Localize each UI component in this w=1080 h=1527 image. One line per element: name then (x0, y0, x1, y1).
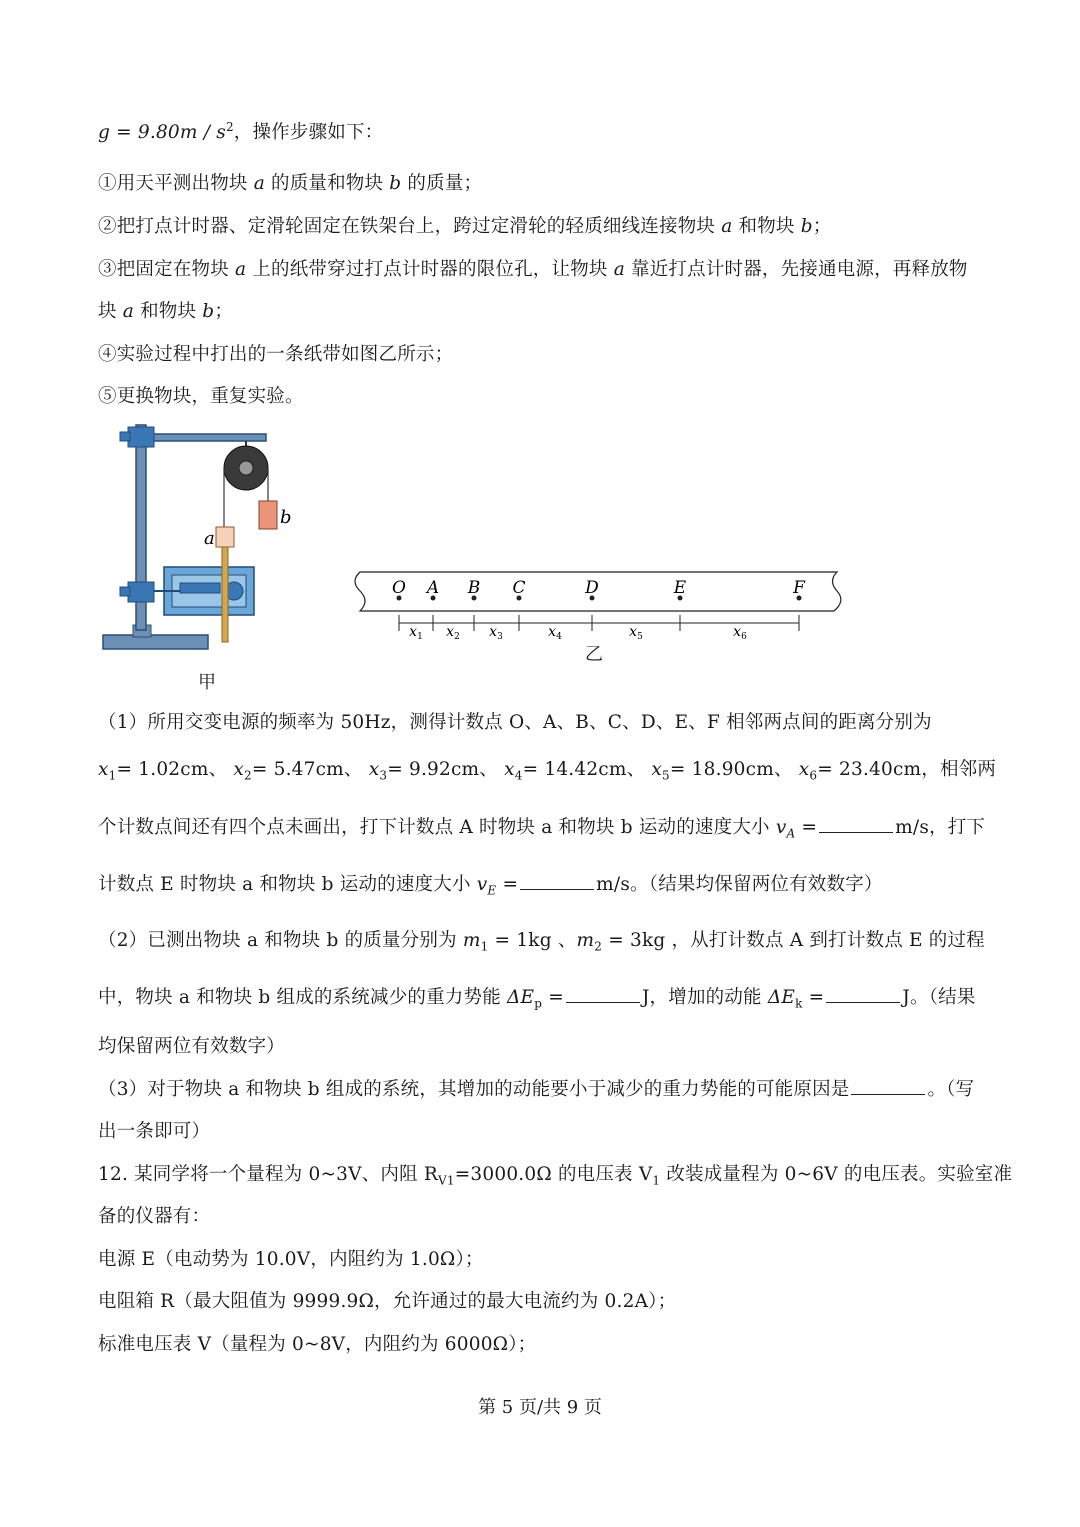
point-E: E (673, 578, 687, 598)
q3-line2: 出一条即可） (98, 1121, 211, 1142)
paper-tape (222, 547, 228, 642)
gravity-line (98, 118, 383, 144)
point-B: B (467, 578, 481, 598)
segment-x1: $x_1$ (409, 624, 423, 642)
q12-line2: 备的仪器有： (98, 1206, 211, 1227)
q12-line3: 电源 E（电动势为 10.0V，内阻约为 1.0Ω）； (98, 1249, 484, 1270)
q2-line2: 中，物块 a 和物块 b 组成的系统减少的重力势能 $\Delta E_p = J$，增加的动能 $\Delta E_k = J$。（结果 (98, 983, 976, 1011)
q1-distances: $x_1= 1.02cm$、 $x_2= 5.47cm$、 $x_3= 9.92cm$、 $x_4= 14.42cm$、 $x_5= 18.90cm$、 $x_6= 23.40cm$，相邻两 (98, 759, 997, 783)
q12-line1: 12. 某同学将一个量程为 0~3V、内阻 $R_{V1}=3000.0\Omega$ 的电压表 $V_1$ 改装成量程为 0~6V 的电压表。实验室准 (98, 1164, 1013, 1188)
gravity-tail: ，操作步骤如下： (233, 122, 384, 143)
gravity-formula: g = 9.80m / s (98, 122, 226, 143)
q1-velocity-E: 计数点 E 时物块 a 和物块 b 运动的速度大小 $v_E = m/s$。（结果均保留两位有效数字） (98, 870, 883, 898)
segment-x6: $x_6$ (733, 624, 747, 642)
gravity-exponent: 2 (225, 119, 234, 134)
block-b (259, 501, 277, 529)
step-3-cont: 块 a 和物块 b； (98, 301, 234, 322)
q2-line3: 均保留两位有效数字） (98, 1036, 286, 1057)
page-footer: 第 5 页/共 9 页 (478, 1397, 602, 1418)
point-D: D (585, 578, 599, 598)
figure-apparatus (98, 415, 298, 695)
point-F: F (793, 578, 805, 598)
q2-line1: （2）已测出物块 a 和物块 b 的质量分别为 $m_1 = 1kg$ 、$m_2 = 3kg$ ，从打计数点 A 到打计数点 E 的过程 (98, 930, 985, 954)
stand-base (103, 635, 208, 649)
answer-blank-vE[interactable] (520, 871, 594, 890)
q3-line1: （3）对于物块 a 和物块 b 组成的系统，其增加的动能要小于减少的重力势能的可能原因是 。（写 (98, 1075, 974, 1101)
step-4: ④实验过程中打出的一条纸带如图乙所示； (98, 344, 454, 365)
segment-x4: $x_4$ (548, 624, 562, 642)
step-5: ⑤更换物块，重复实验。 (98, 386, 304, 407)
figure-tape-caption: 乙 (585, 644, 603, 665)
step-3: ③把固定在物块 a 上的纸带穿过打点计时器的限位孔，让物块 a 靠近打点计时器，先接通电源，再释放物 (98, 259, 968, 280)
figure-tape (350, 565, 850, 645)
figure-apparatus-caption: 甲 (198, 672, 216, 693)
step-1: ①用天平测出物块 a 的质量和物块 b 的质量； (98, 173, 483, 194)
label-b: b (280, 507, 292, 528)
q12-line5: 标准电压表 V（量程为 0~8V，内阻约为 6000Ω）； (98, 1334, 537, 1355)
answer-blank-vA[interactable] (819, 814, 893, 833)
point-O: O (392, 578, 406, 598)
answer-blank-dEp[interactable] (566, 984, 640, 1003)
q12-line4: 电阻箱 R（最大阻值为 9999.9Ω，允许通过的最大电流约为 0.2A）； (98, 1291, 677, 1312)
block-a (216, 527, 234, 547)
answer-blank-dEk[interactable] (826, 984, 900, 1003)
segment-x3: $x_3$ (489, 624, 503, 642)
segment-x2: $x_2$ (446, 624, 460, 642)
label-a: a (204, 528, 215, 549)
stand-arm (146, 434, 266, 441)
point-C: C (512, 578, 526, 598)
segment-x5: $x_5$ (629, 624, 643, 642)
answer-blank-q3[interactable] (851, 1076, 925, 1095)
q1-velocity-A: 个计数点间还有四个点未画出，打下计数点 A 时物块 a 和物块 b 运动的速度大小 $v_A = m/s$，打下 (98, 813, 985, 841)
q1-line1: （1）所用交变电源的频率为 50Hz，测得计数点 O、A、B、C、D、E、F 相邻两点间的距离分别为 (98, 712, 932, 733)
step-2: ②把打点计时器、定滑轮固定在铁架台上，跨过定滑轮的轻质细线连接物块 a 和物块 b； (98, 216, 832, 237)
point-A: A (426, 578, 440, 598)
